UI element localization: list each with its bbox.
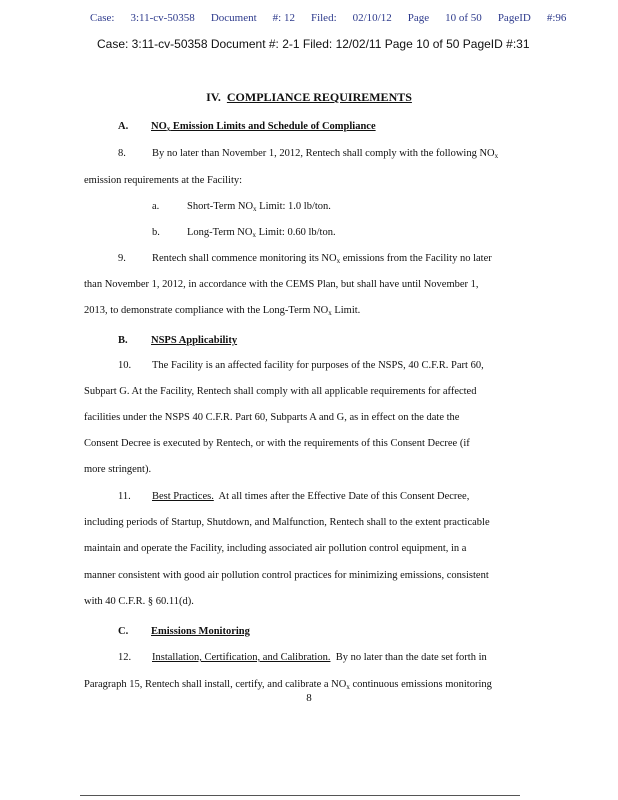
- stamp-page-of: 10 of 50: [445, 12, 482, 24]
- para-12-line-2: Paragraph 15, Rentech shall install, certify, and calibrate a $NO_x$ continuous emissions monitoring: [84, 679, 492, 691]
- para-11-line-5: with 40 C.F.R. § 60.11(d).: [84, 596, 194, 607]
- stamp-pageid-no: #:96: [546, 12, 567, 24]
- para-12-number: 12.: [118, 652, 132, 663]
- subsection-b-label: B.: [118, 335, 128, 346]
- para-11-line-2: including periods of Startup, Shutdown, and Malfunction, Rentech shall to the extent practicable: [84, 517, 490, 528]
- bottom-edge-line: [80, 795, 520, 796]
- page-number: 8: [306, 692, 312, 704]
- stamp-filed-date: 02/10/12: [352, 12, 392, 24]
- para-9-line-2: than November 1, 2012, in accordance with the CEMS Plan, but shall have until November 1,: [84, 279, 479, 290]
- filing-stamp: [90, 12, 582, 24]
- para-8-number: 8.: [118, 148, 126, 159]
- para-8-item-b: Long-Term $NO_x$ Limit: 0.60 lb/ton.: [187, 227, 336, 239]
- para-8-item-a: Short-Term $NO_x$ Limit: 1.0 lb/ton.: [187, 201, 331, 213]
- para-10-line-2: Subpart G. At the Facility, Rentech shall comply with all applicable requirements for affected: [84, 386, 477, 397]
- para-12-line-1: Installation, Certification, and Calibration. By no later than the date set forth in: [152, 652, 487, 663]
- section-number: IV.: [206, 90, 221, 104]
- subsection-b-heading: [118, 335, 237, 346]
- para-8-line-1: By no later than November 1, 2012, Rentech shall comply with the following $NO_x$: [152, 148, 499, 160]
- para-10-line-4: Consent Decree is executed by Rentech, or with the requirements of this Consent Decree (if: [84, 438, 470, 449]
- para-11-line-4: manner consistent with good air pollution control practices for minimizing emissions, consistent: [84, 570, 489, 581]
- para-9-line-3: 2013, to demonstrate compliance with the Long-Term $NO_x$ Limit.: [84, 305, 361, 317]
- subsection-b-title: NSPS Applicability: [151, 335, 238, 346]
- para-8-item-a-label: a.: [152, 201, 160, 212]
- stamp-case: Case:: [90, 12, 115, 24]
- subsection-a-label: A.: [118, 121, 129, 132]
- section-heading: [0, 90, 618, 105]
- stamp-doc-no: #: 12: [272, 12, 295, 24]
- para-11-line-3: maintain and operate the Facility, including associated air pollution control equipment, in a: [84, 543, 467, 554]
- stamp-page: Page: [407, 12, 430, 24]
- section-title: COMPLIANCE REQUIREMENTS: [226, 90, 412, 104]
- para-10-number: 10.: [118, 360, 132, 371]
- para-10-line-1: The Facility is an affected facility for purposes of the NSPS, 40 C.F.R. Part 60,: [152, 360, 484, 371]
- para-10-line-5: more stringent).: [84, 464, 152, 475]
- para-11-number: 11.: [118, 491, 131, 502]
- para-9-number: 9.: [118, 253, 126, 264]
- subsection-c-title: Emissions Monitoring: [151, 626, 250, 637]
- subsection-a-title: $NO_x$ Emission Limits and Schedule of Compliance: [151, 121, 376, 133]
- para-10-line-3: facilities under the NSPS 40 C.F.R. Part 60, Subparts A and G, as in effect on the date the: [84, 412, 460, 423]
- para-11-heading: Best Practices.: [152, 491, 214, 502]
- para-8-line-2: emission requirements at the Facility:: [84, 175, 243, 186]
- para-11-line-1: Best Practices. At all times after the Effective Date of this Consent Decree,: [152, 491, 470, 502]
- subsection-c-heading: [118, 626, 250, 637]
- stamp-pageid: PageID: [497, 12, 531, 24]
- para-9-line-1: Rentech shall commence monitoring its $NO_x$ emissions from the Facility no later: [152, 253, 492, 265]
- para-12-heading: Installation, Certification, and Calibration.: [152, 652, 331, 663]
- stamp-case-no: 3:11-cv-50358: [130, 12, 195, 24]
- stamp-document: Document: [210, 12, 257, 24]
- para-8-item-b-label: b.: [152, 227, 160, 238]
- subsection-a-heading: [118, 121, 376, 132]
- subsection-c-label: C.: [118, 626, 129, 637]
- stamp-filed: Filed:: [310, 12, 337, 24]
- original-filing-stamp: Case: 3:11-cv-50358 Document #: 2-1 Filed: 12/02/11 Page 10 of 50 PageID #:31: [97, 37, 530, 51]
